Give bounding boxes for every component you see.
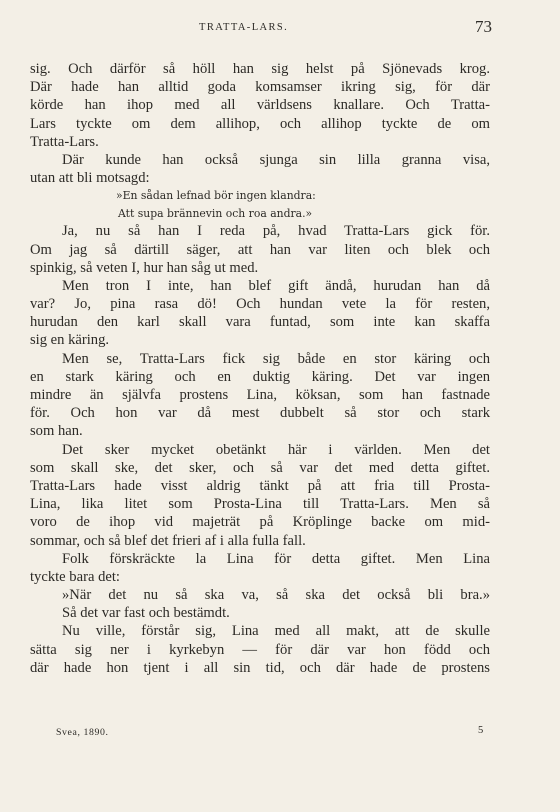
text-line: Men se, Tratta-Lars fick sig både en stor käring och bbox=[62, 350, 490, 367]
text-line: Tratta-Lars hade visst aldrig tänkt på att fria till Prosta- bbox=[30, 477, 490, 494]
body-text bbox=[30, 60, 490, 677]
text-line: sätta sig ner i kyrkebyn — för där var hon född och bbox=[30, 641, 490, 658]
text-line: voro de ihop vid majeträt på Kröplinge backe om mid- bbox=[30, 514, 490, 531]
text-line: Men tron I inte, han blef gift ändå, hurudan han då bbox=[62, 277, 490, 294]
text-line: sig. Och därför så höll han sig helst på Sjönevads krog. bbox=[30, 61, 490, 77]
text-line: Folk förskräckte la Lina för detta giftet. Men Lina bbox=[62, 550, 490, 567]
text-line: hurudan den karl skall vara funtad, som inte kan skaffa bbox=[30, 314, 490, 331]
text-line: Där hade han alltid goda komsamser ikring sig, för där bbox=[30, 79, 490, 96]
text-line: Tratta-Lars. bbox=[30, 133, 99, 150]
verse-line: »En sådan lefnad bör ingen klandra: bbox=[116, 189, 316, 203]
text-line: utan att bli motsagd: bbox=[30, 170, 150, 187]
text-line: Lars tyckte om dem allihop, och allihop tyckte de om bbox=[30, 115, 490, 132]
text-line: Där kunde han också sjunga sin lilla granna visa, bbox=[62, 151, 490, 168]
text-line: Ja, nu så han I reda på, hvad Tratta-Lars gick för. bbox=[62, 223, 490, 240]
text-line: där hade hon tjent i all sin tid, och där hade de prostens bbox=[30, 659, 490, 676]
text-line: Om jag så därtill säger, att han var liten och blek och bbox=[30, 241, 490, 258]
text-line: Så det var fast och bestämdt. bbox=[62, 605, 230, 622]
text-line: »När det nu så ska va, så ska det också bli bra.» bbox=[62, 587, 490, 604]
text-line: var? Jo, pina rasa dö! Och hundan vete la för resten, bbox=[30, 296, 490, 313]
text-line: körde han ihop med all världsens knallare. Och Tratta- bbox=[30, 97, 490, 114]
verse-line: Att supa brännevin och roa andra.» bbox=[118, 206, 313, 220]
text-line: för. Och hon var då mest dubbelt så stor och stark bbox=[30, 405, 490, 422]
text-line: tyckte bara det: bbox=[30, 568, 120, 585]
text-line: spinkig, så veten I, hur han såg ut med. bbox=[30, 259, 259, 276]
text-line: Nu ville, förstår sig, Lina med all makt, att de skulle bbox=[62, 623, 490, 640]
page-number: 73 bbox=[475, 17, 492, 36]
text-line: sig en käring. bbox=[30, 332, 110, 349]
running-title: TRATTA-LARS. bbox=[199, 22, 289, 33]
text-line: som skall ske, det sker, och så var det med detta giftet. bbox=[30, 459, 490, 476]
text-line: som han. bbox=[30, 423, 83, 440]
text-line: mindre än självfa prostens Lina, köksan, som han fastnade bbox=[30, 387, 490, 403]
text-line: sommar, och så blef det frieri af i alla fulla fall. bbox=[30, 532, 306, 549]
text-line: en stark käring och en duktig käring. Det var ingen bbox=[30, 368, 490, 385]
footer-signature: Svea, 1890. bbox=[56, 727, 109, 738]
text-line: Lina, lika litet som Prosta-Lina till Tratta-Lars. Men så bbox=[30, 496, 490, 513]
text-line: Det sker mycket obetänkt här i världen. Men det bbox=[62, 441, 490, 458]
footer-sheet-mark: 5 bbox=[478, 725, 484, 736]
